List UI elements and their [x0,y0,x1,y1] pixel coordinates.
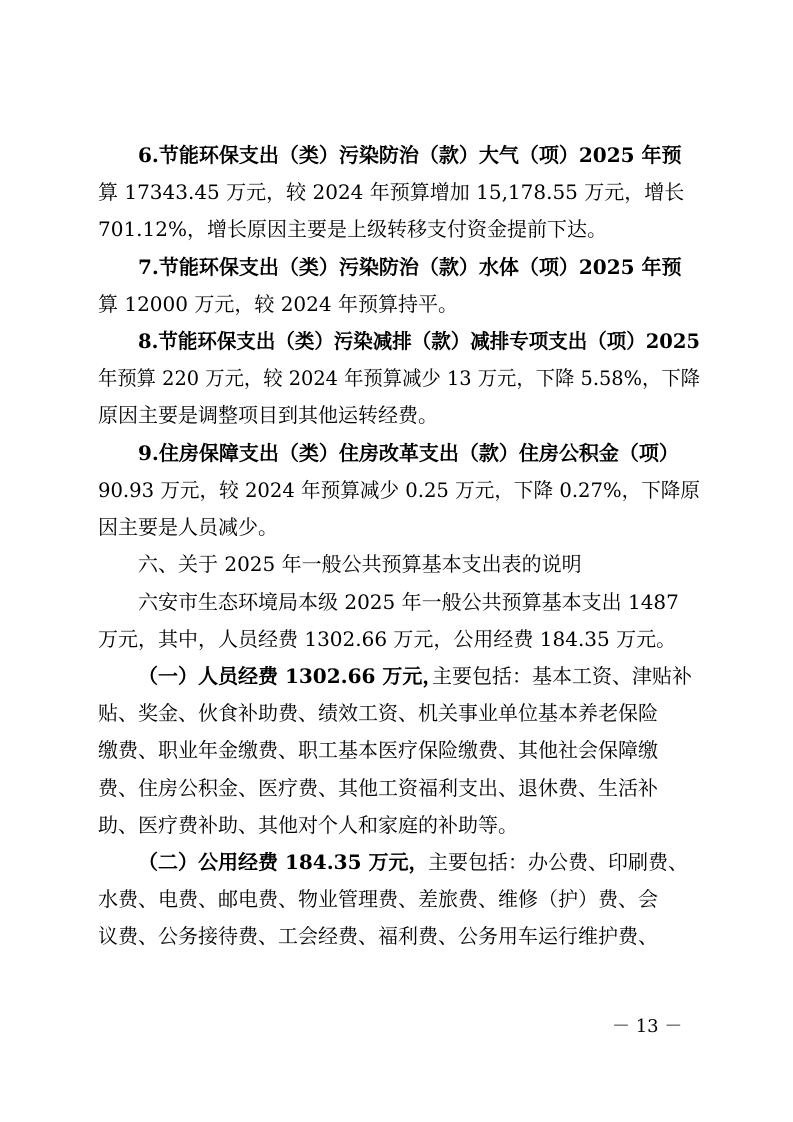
paragraph-8-text: 原因主要是调整项目到其他运转经费。 [98,403,438,427]
page-footer [0,1012,793,1042]
paragraph-8-heading-text: 8.节能环保支出（类）污染减排（款）减排专项支出（项）2025 [138,329,700,353]
paragraph-6-line-1 [0,137,793,174]
personnel-line-1 [0,658,793,695]
public-expense-text: 主要包括：办公费、印刷费、 [428,850,688,874]
personnel-line-3 [0,732,793,769]
public-expense-line-3 [0,918,793,955]
paragraph-9-line-3 [0,509,793,546]
public-expense-text: 水费、电费、邮电费、物业管理费、差旅费、维修（护）费、会 [98,887,658,911]
paragraph-6-heading-text: 6.节能环保支出（类）污染防治（款）大气（项）2025 年预 [138,143,682,167]
section-6-line-1 [0,584,793,621]
paragraph-6-text: 701.12%，增长原因主要是上级转移支付资金提前下达。 [98,217,607,241]
paragraph-7-line-2 [0,286,793,323]
paragraph-7-line-1 [0,249,793,286]
section-6-line-2 [0,621,793,658]
section-6-text: 万元，其中，人员经费 1302.66 万元，公用经费 184.35 万元。 [98,627,677,651]
personnel-line-5 [0,807,793,844]
public-expense-line-2 [0,881,793,918]
paragraph-6-line-3 [0,211,793,248]
paragraph-6-line-2 [0,174,793,211]
section-heading: 六、关于 2025 年一般公共预算基本支出表的说明 [138,552,582,576]
paragraph-8-line-1 [0,323,793,360]
personnel-expense-label: （一）人员经费 1302.66 万元， [138,664,443,688]
personnel-expense-text: 贴、奖金、伙食补助费、绩效工资、机关事业单位基本养老保险 [98,701,658,725]
paragraph-9-heading-text: 9.住房保障支出（类）住房改革支出（款）住房公积金（项） [138,441,679,465]
personnel-expense-text: 主要包括：基本工资、津贴补 [432,664,692,688]
paragraph-9-text: 90.93 万元，较 2024 年预算减少 0.25 万元，下降 0.27%，下降原 [98,478,700,502]
paragraph-8-text: 年预算 220 万元，较 2024 年预算减少 13 万元，下降 5.58%，下降 [98,366,700,390]
paragraph-7-text: 算 12000 万元，较 2024 年预算持平。 [98,292,458,316]
personnel-line-2 [0,695,793,732]
personnel-expense-text: 缴费、职业年金缴费、职工基本医疗保险缴费、其他社会保障缴 [98,738,658,762]
page-number: － 13 － [612,1016,683,1037]
personnel-expense-text: 费、住房公积金、医疗费、其他工资福利支出、退休费、生活补 [98,776,658,800]
paragraph-6-text: 算 17343.45 万元，较 2024 年预算增加 15,178.55 万元，增长 [98,180,685,204]
paragraph-8-line-2 [0,360,793,397]
public-expense-line-1 [0,844,793,881]
paragraph-8-line-3 [0,397,793,434]
public-expense-text: 议费、公务接待费、工会经费、福利费、公务用车运行维护费、 [98,924,658,948]
personnel-expense-text: 助、医疗费补助、其他对个人和家庭的补助等。 [98,813,518,837]
section-6-text: 六安市生态环境局本级 2025 年一般公共预算基本支出 1487 [138,590,679,614]
public-expense-label: （二）公用经费 184.35 万元， [138,850,429,874]
paragraph-9-line-1 [0,435,793,472]
paragraph-9-text: 因主要是人员减少。 [98,515,278,539]
personnel-line-4 [0,770,793,807]
section-6-heading-line [0,546,793,583]
paragraph-7-heading-text: 7.节能环保支出（类）污染防治（款）水体（项）2025 年预 [138,255,682,279]
paragraph-9-line-2 [0,472,793,509]
